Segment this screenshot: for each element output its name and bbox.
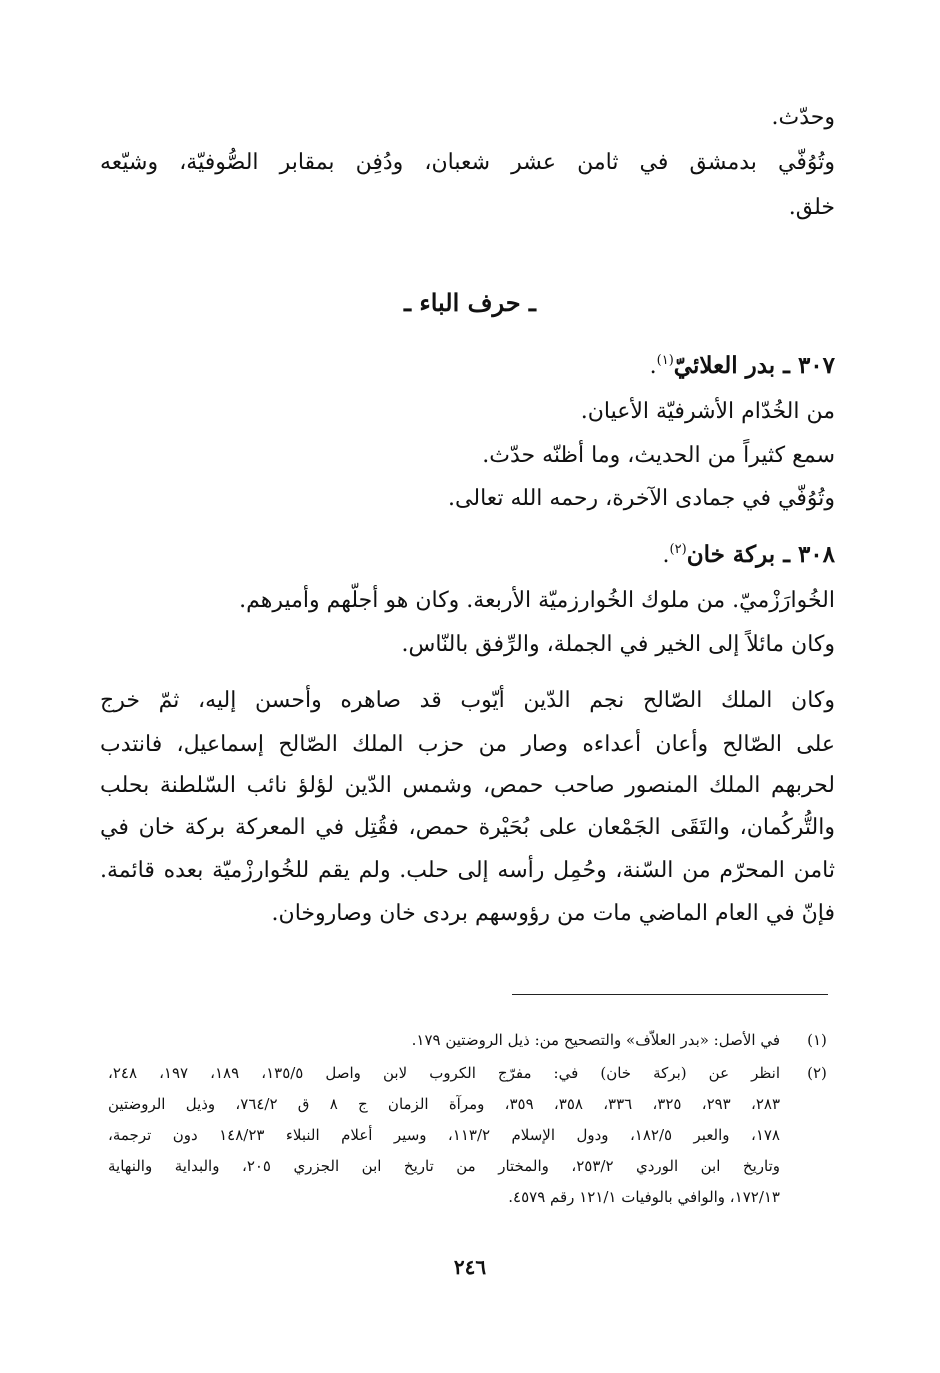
footnote-line: في الأصل: «بدر العلاّف» والتصحيح من: ذيل الروضتين ١٧٩. [411,1031,780,1049]
body-line: وتُوُفّي بدمشق في ثامن عشر شعبان، ودُفِن بمقابر الصُّوفيّة، وشيّعه [100,150,835,175]
footnote-ref-1: (١) [656,353,674,368]
entry-308-period: . [662,543,670,568]
entry-307-heading [650,351,835,382]
entry-307-title: ٣٠٧ ـ بدر العلائيّ [673,352,835,379]
page-number: ٢٤٦ [453,1255,487,1279]
entry-308-heading [663,540,835,571]
paragraph-line: والتُّركُمان، والتَقَى الجَمْعان على بُحَيْرة حمص، فقُتِل في المعركة بركة خان في [100,815,835,840]
footnote-line: ٢٨٣، ٢٩٣، ٣٢٥، ٣٣٦، ٣٥٨، ٣٥٩، ومرآة الزمان ج ٨ ق ٧٦٤/٢، وذيل الروضتين [108,1095,780,1113]
footnote-ref-2: (٢) [669,542,687,557]
paragraph-line: لحربهم الملك المنصور صاحب حمص، وشمس الدّين لؤلؤ نائب السّلطنة بحلب [100,773,835,798]
entry-307-period: . [649,354,657,379]
entry-308-title: ٣٠٨ ـ بركة خان [686,541,835,568]
body-line: وتُوُفّي في جمادى الآخرة، رحمه الله تعالى. [448,486,835,511]
paragraph-line: فإنّ في العام الماضي مات من رؤوسهم بردى خان وصاروخان. [271,901,835,926]
body-line: الخُوارَزْميّ. من ملوك الخُوارزميّة الأربعة. وكان هو أجلّهم وأميرهم. [239,588,835,613]
section-heading: ـ حرف الباء ـ [404,288,536,317]
paragraph-line: ثامن المحرّم من السّنة، وحُمِل رأسه إلى حلب. ولم يقم للخُوارزْميّة بعده قائمة. [100,858,835,883]
footnote-number: (٢) [807,1064,827,1082]
footnote-line: ١٧٢/١٣، والوافي بالوفيات ١٢١/١ رقم ٤٥٧٩. [508,1188,780,1206]
footnote-line: ١٧٨، والعبر ١٨٢/٥، ودول الإسلام ١١٣/٢، وسير أعلام النبلاء ١٤٨/٢٣ دون ترجمة، [108,1126,780,1144]
footnote-line: وتاريخ ابن الوردي ٢٥٣/٢، والمختار من تاريخ ابن الجزري ٢٠٥، والبداية والنهاية [108,1157,780,1175]
body-line: سمع كثيراً من الحديث، وما أظنّه حدّث. [482,443,835,468]
body-line: من الخُدّام الأشرفيّة الأعيان. [580,399,835,424]
footnote-line: انظر عن (بركة خان) في: مفرّج الكروب لابن واصل ١٣٥/٥، ١٨٩، ١٩٧، ٢٤٨، [108,1064,781,1082]
footnote-number: (١) [807,1031,827,1049]
body-line: خلق. [788,195,835,220]
body-line: وكان مائلاً إلى الخير في الجملة، والرِّفق بالنّاس. [401,632,835,657]
paragraph-line: وكان الملك الصّالح نجم الدّين أيّوب قد صاهره وأحسن إليه، ثمّ خرج [100,688,835,713]
body-line: وحدّث. [771,105,835,130]
paragraph-line: على الصّالح وأعان أعداءه وصار من حزب الملك الصّالح إسماعيل، فانتدب [100,732,835,757]
footnote-separator [512,994,828,995]
